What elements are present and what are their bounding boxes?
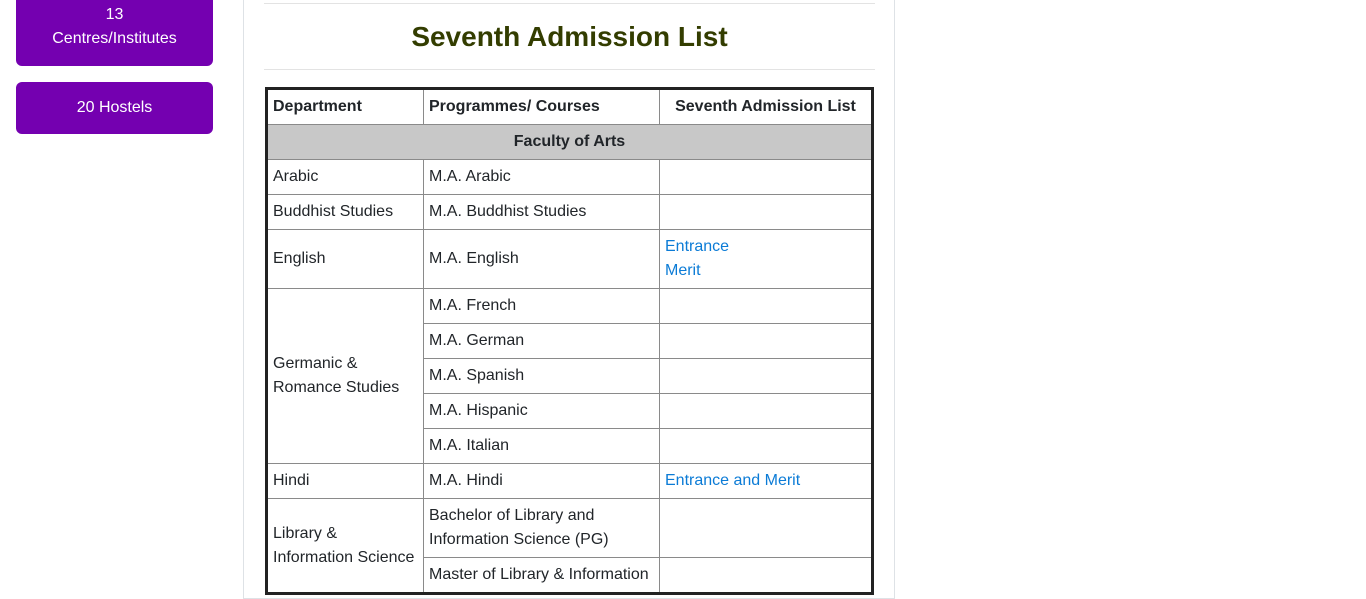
page-title: Seventh Admission List — [411, 21, 728, 52]
table-row — [267, 195, 873, 230]
header-programmes: Programmes/ Courses — [424, 89, 660, 125]
main-content — [243, 0, 895, 599]
hostels-button[interactable]: 20 Hostels — [16, 82, 213, 134]
english-entrance-link[interactable]: Entrance — [665, 238, 730, 255]
programme-cell: M.A. Italian — [424, 429, 660, 464]
faculty-of-arts-label: Faculty of Arts — [267, 125, 873, 160]
admission-table — [265, 87, 874, 595]
programme-cell: M.A. Hispanic — [424, 394, 660, 429]
list-cell — [660, 464, 873, 499]
table-row — [267, 499, 873, 558]
centres-institutes-button[interactable] — [16, 0, 213, 66]
list-cell — [660, 324, 873, 359]
department-cell: Buddhist Studies — [267, 195, 424, 230]
header-department: Department — [267, 89, 424, 125]
list-cell — [660, 394, 873, 429]
list-cell — [660, 558, 873, 594]
list-cell — [660, 160, 873, 195]
programme-cell: Master of Library & Information — [424, 558, 660, 594]
table-row — [267, 160, 873, 195]
divider-top — [264, 3, 875, 4]
table-row — [267, 464, 873, 499]
table-row — [267, 289, 873, 324]
faculty-row — [267, 125, 873, 160]
list-cell — [660, 499, 873, 558]
programme-cell: M.A. Hindi — [424, 464, 660, 499]
programme-cell: M.A. French — [424, 289, 660, 324]
programme-cell: M.A. Spanish — [424, 359, 660, 394]
list-cell — [660, 429, 873, 464]
hindi-entrance-merit-link[interactable]: Entrance and Merit — [665, 472, 801, 489]
programme-cell: M.A. Arabic — [424, 160, 660, 195]
department-cell: Library & Information Science — [267, 499, 424, 594]
department-cell: English — [267, 230, 424, 289]
list-cell — [660, 359, 873, 394]
department-cell: Hindi — [267, 464, 424, 499]
programme-cell: M.A. English — [424, 230, 660, 289]
english-merit-link[interactable]: Merit — [665, 262, 701, 279]
list-cell — [660, 195, 873, 230]
table-header-row — [267, 89, 873, 125]
list-cell — [660, 230, 873, 289]
programme-cell: M.A. Buddhist Studies — [424, 195, 660, 230]
centres-count: 13 — [105, 6, 124, 23]
department-cell: Arabic — [267, 160, 424, 195]
programme-cell: Bachelor of Library and Information Science (PG) — [424, 499, 660, 558]
header-admission-list: Seventh Admission List — [660, 89, 873, 125]
programme-cell: M.A. German — [424, 324, 660, 359]
centres-label: Centres/Institutes — [52, 30, 177, 47]
divider-bottom — [264, 69, 875, 70]
table-row — [267, 230, 873, 289]
department-cell: Germanic & Romance Studies — [267, 289, 424, 464]
list-cell — [660, 289, 873, 324]
